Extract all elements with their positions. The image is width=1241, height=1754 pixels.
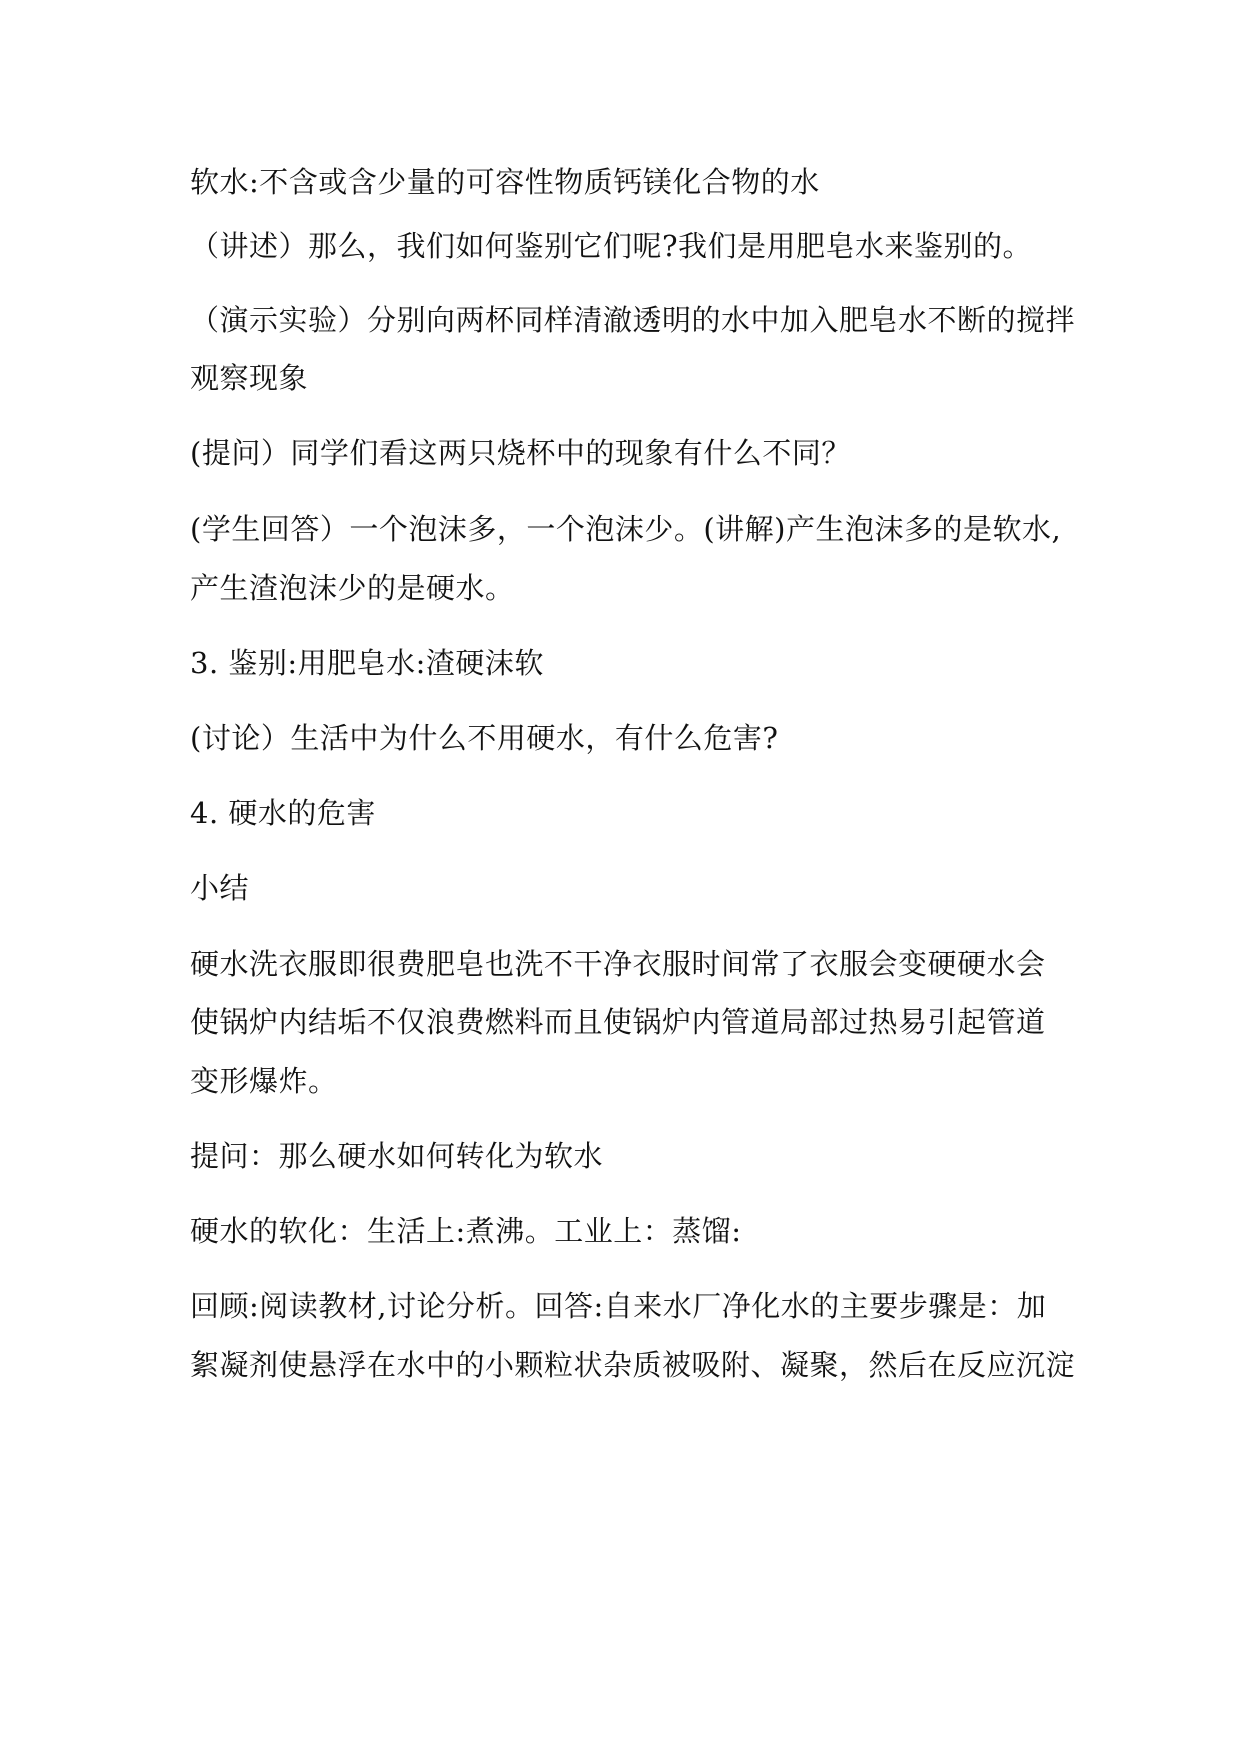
text-line-student-answer: (学生回答）一个泡沫多，一个泡沫少。(讲解)产生泡沫多的是软水,: [190, 512, 1062, 546]
text-line-harm-paragraph-3: 变形爆炸。: [190, 1064, 338, 1098]
text-line-answer-continued: 产生渣泡沫少的是硬水。: [190, 571, 515, 605]
text-line-question: (提问）同学们看这两只烧杯中的现象有什么不同？: [190, 436, 851, 470]
text-line-harm-paragraph-2: 使锅炉内结垢不仅浪费燃料而且使锅炉内管道局部过热易引起管道: [190, 1005, 1046, 1039]
text-line-review-2: 絮凝剂使悬浮在水中的小颗粒状杂质被吸附、凝聚，然后在反应沉淀: [190, 1348, 1076, 1382]
text-line-identification: 3. 鉴别:用肥皂水:渣硬沫软: [190, 646, 544, 680]
text-line-conversion-question: 提问：那么硬水如何转化为软水: [190, 1139, 604, 1173]
text-line-demo-experiment: （演示实验）分别向两杯同样清澈透明的水中加入肥皂水不断的搅拌: [190, 303, 1076, 337]
text-line-harm-paragraph-1: 硬水洗衣服即很费肥皂也洗不干净衣服时间常了衣服会变硬硬水会: [190, 947, 1046, 981]
text-line-summary: 小结: [190, 871, 250, 905]
text-line-softening: 硬水的软化：生活上:煮沸。工业上：蒸馏:: [190, 1214, 742, 1248]
text-line-review-1: 回顾:阅读教材,讨论分析。回答:自来水厂净化水的主要步骤是：加: [190, 1289, 1047, 1323]
text-line-narration: （讲述）那么，我们如何鉴别它们呢?我们是用肥皂水来鉴别的。: [190, 229, 1033, 263]
text-line-discussion: (讨论）生活中为什么不用硬水，有什么危害?: [190, 721, 779, 755]
text-line-observe: 观察现象: [190, 361, 309, 395]
text-line-soft-water-definition: 软水:不含或含少量的可容性物质钙镁化合物的水: [190, 165, 820, 199]
text-line-hard-water-harm: 4. 硬水的危害: [190, 796, 376, 830]
